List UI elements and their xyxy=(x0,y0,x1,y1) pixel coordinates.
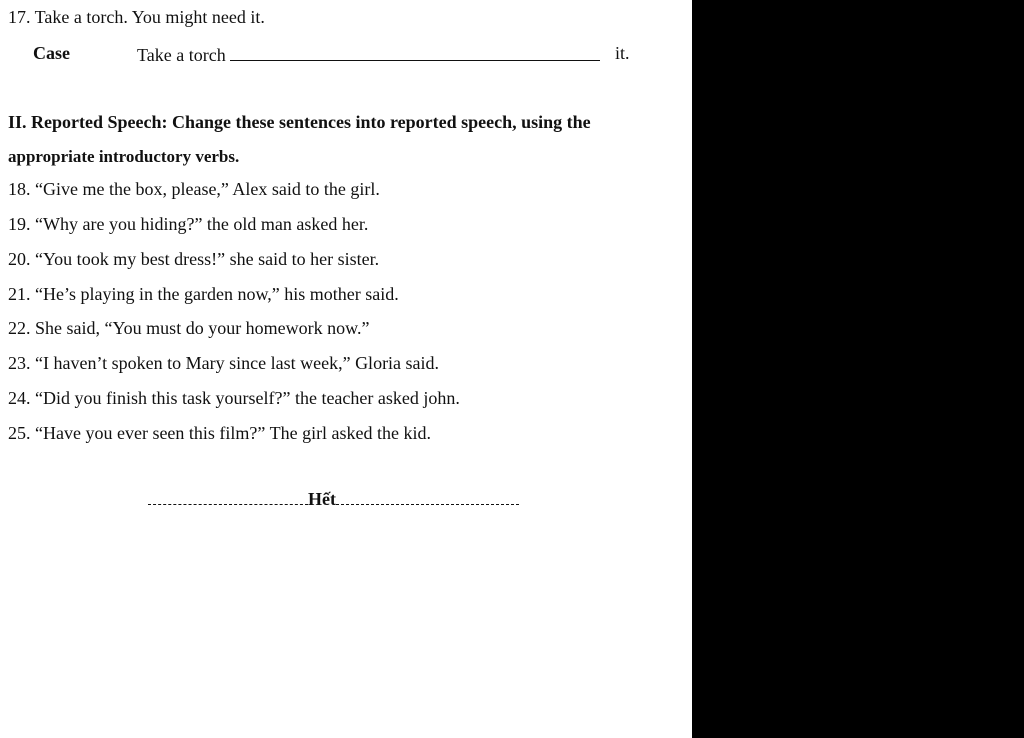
end-word: Hết xyxy=(308,489,336,509)
rewrite-line xyxy=(137,44,600,64)
black-margin xyxy=(692,0,1024,738)
cue-word: Case xyxy=(33,43,70,63)
list-item: 21. “He’s playing in the garden now,” his mother said. xyxy=(8,284,399,304)
answer-blank xyxy=(230,44,600,61)
rewrite-start: Take a torch xyxy=(137,45,226,65)
rewrite-end: it. xyxy=(615,43,630,63)
list-item: 18. “Give me the box, please,” Alex said to the girl. xyxy=(8,179,380,199)
list-item: 22. She said, “You must do your homework now.” xyxy=(8,318,370,338)
list-item: 19. “Why are you hiding?” the old man asked her. xyxy=(8,214,369,234)
list-item: 20. “You took my best dress!” she said to her sister. xyxy=(8,249,380,269)
list-item: 24. “Did you finish this task yourself?” the teacher asked john. xyxy=(8,388,460,408)
list-item: 23. “I haven’t spoken to Mary since last week,” Gloria said. xyxy=(8,353,440,373)
end-marker xyxy=(148,490,519,508)
exercise-item-17: 17. Take a torch. You might need it. xyxy=(8,7,265,27)
section-heading: II. Reported Speech: Change these sentences into reported speech, using the xyxy=(8,112,591,132)
section-heading-cont: appropriate introductory verbs. xyxy=(8,147,240,166)
dash-right xyxy=(336,495,519,505)
dash-left xyxy=(148,495,308,505)
list-item: 25. “Have you ever seen this film?” The girl asked the kid. xyxy=(8,423,432,443)
